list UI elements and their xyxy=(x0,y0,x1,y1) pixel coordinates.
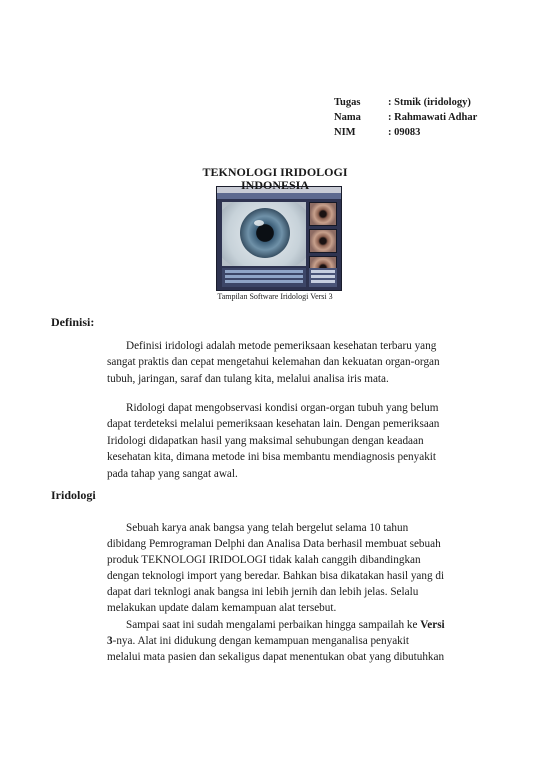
info-value: : Rahmawati Adhar xyxy=(388,112,478,123)
text-line: dapat dari teknlogi anak bangsa ini lebih jernih dan lebih jelas. Selalu xyxy=(107,586,419,598)
info-row-nama xyxy=(334,110,477,125)
iris-shape xyxy=(240,208,290,258)
text-line: pada tahap yang sangat awal. xyxy=(107,467,238,480)
text-run: Sampai saat ini sudah mengalami perbaikan hingga sampailah ke xyxy=(126,619,421,631)
assignment-info xyxy=(334,95,477,140)
app-toolbar xyxy=(217,193,341,199)
section-heading-definisi: Definisi: xyxy=(51,315,95,329)
text-line: Sebuah karya anak bangsa yang telah bergelut selama 10 tahun xyxy=(126,522,409,534)
text-line: melakukan update dalam kemampuan alat tersebut. xyxy=(107,602,337,614)
light-reflection xyxy=(254,220,264,226)
text-line: Ridologi dapat mengobservasi kondisi organ-organ tubuh yang belum xyxy=(126,402,439,414)
paragraph-iridologi-1 xyxy=(107,520,479,616)
info-value: : 09083 xyxy=(388,127,421,138)
info-row-tugas xyxy=(334,95,477,110)
text-line: dibidang Pemrograman Delphi dan Analisa Data berhasil membuat sebuah xyxy=(107,538,441,550)
section-heading-iridologi: Iridologi xyxy=(51,488,96,502)
text-line: tubuh, jaringan, saraf dan tulang kita, melalui analisa iris mata. xyxy=(107,372,389,385)
bold-text-run: 3 xyxy=(107,635,113,647)
info-label: NIM xyxy=(334,127,356,138)
eye-image xyxy=(222,202,306,266)
info-label: Tugas xyxy=(334,97,361,108)
paragraph-definisi-2 xyxy=(107,400,479,482)
text-line: Definisi iridologi adalah metode pemeriksaan kesehatan terbaru yang xyxy=(126,340,437,352)
software-screenshot-image xyxy=(216,186,342,291)
info-label: Nama xyxy=(334,112,361,123)
text-line: dengan teknologi import yang beredar. Bahkan bisa dikatakan hasil yang di xyxy=(107,570,445,582)
info-value: : Stmik (iridology) xyxy=(388,97,471,108)
document-title-line-1: TEKNOLOGI IRIDOLOGI xyxy=(202,165,348,179)
text-line: kesehatan kita, dimana metode ini bisa membantu mendiagnosis penyakit xyxy=(107,451,437,464)
text-line xyxy=(107,633,479,649)
text-line: dapat terdeteksi melalui pemeriksaan kesehatan lain. Dengan pemeriksaan xyxy=(107,418,440,431)
document-title-line-2: INDONESIA xyxy=(240,178,309,192)
analysis-panel xyxy=(222,268,306,287)
iris-thumbnail xyxy=(309,229,337,253)
text-line xyxy=(107,617,479,633)
text-line: Iridologi didapatkan hasil yang maksimal sehubungan dengan keadaan xyxy=(107,434,424,447)
text-line: sangat praktis dan cepat mengetahui kelemahan dan kekuatan organ-organ xyxy=(107,356,440,369)
info-row-nim xyxy=(334,125,477,140)
text-line: produk TEKNOLOGI IRIDOLOGI tidak kalah canggih dibandingkan xyxy=(107,554,421,566)
paragraph-definisi-1 xyxy=(107,338,479,387)
paragraph-iridologi-2 xyxy=(107,617,479,665)
bold-text-run: Versi xyxy=(420,619,445,631)
text-line: melalui mata pasien dan sekaligus dapat menentukan obat yang dibutuhkan xyxy=(107,651,445,663)
side-panel xyxy=(309,268,337,287)
iris-thumbnail xyxy=(309,202,337,226)
figure-caption: Tampilan Software Iridologi Versi 3 xyxy=(217,292,333,301)
text-run: -nya. Alat ini didukung dengan kemampuan menganalisa penyakit xyxy=(112,635,409,647)
